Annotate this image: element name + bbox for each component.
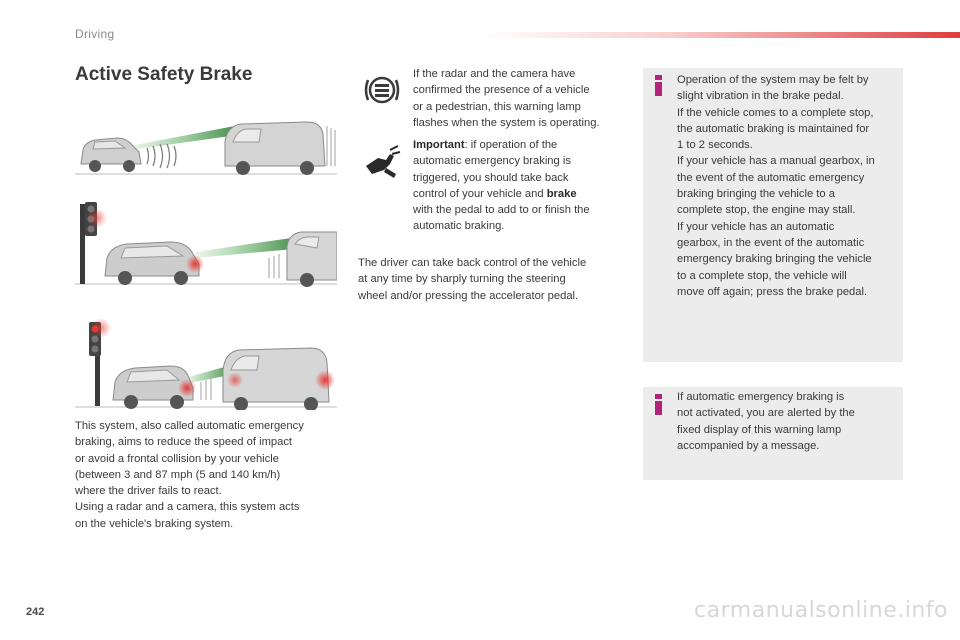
- illustration-radar-detection: [75, 112, 337, 180]
- text-line: where the driver fails to react.: [75, 485, 222, 498]
- text-line: move off again; press the brake pedal.: [677, 285, 868, 298]
- text-line: accompanied by a message.: [677, 439, 820, 452]
- info-box-operation: [643, 68, 903, 362]
- text-line: braking, aims to reduce the speed of impact: [75, 436, 293, 449]
- warning-lamp-description: [413, 66, 623, 131]
- brake-keyword: brake: [546, 187, 577, 200]
- info-icon: [655, 75, 663, 96]
- text-line: or a pedestrian, this warning lamp: [413, 100, 581, 113]
- important-note: [413, 137, 623, 235]
- text-line: on the vehicle's braking system.: [75, 517, 234, 530]
- text-line: Using a radar and a camera, this system acts: [75, 501, 300, 514]
- text-line: confirmed the presence of a vehicle: [413, 84, 590, 97]
- info-box-text: [677, 72, 899, 300]
- text-line: If the vehicle comes to a complete stop,: [677, 106, 874, 119]
- text-line: to a complete stop, the vehicle will: [677, 269, 847, 282]
- illustration-braking-traffic-light: [75, 196, 337, 288]
- illustration-complete-stop: [75, 318, 337, 410]
- text-line: automatic emergency braking is: [413, 155, 571, 168]
- section-label: Driving: [75, 27, 115, 41]
- text-line: [413, 137, 623, 153]
- intro-paragraph: [75, 418, 340, 532]
- text-fragment: : if operation of the: [464, 139, 558, 151]
- brake-warning-lamp-icon: [360, 68, 404, 112]
- text-line: automatic braking.: [413, 220, 505, 233]
- header-accent-bar: [480, 32, 960, 38]
- text-line: (between 3 and 87 mph (5 and 140 km/h): [75, 468, 281, 481]
- text-line: the automatic braking is maintained for: [677, 122, 870, 135]
- info-box-not-activated: [643, 387, 903, 480]
- text-line: If your vehicle has an automatic: [677, 220, 835, 233]
- text-line: [413, 186, 623, 202]
- text-line: wheel and/or pressing the accelerator pedal.: [358, 289, 579, 302]
- text-line: braking bringing the vehicle to a: [677, 188, 835, 201]
- info-box-text: [677, 389, 899, 454]
- text-line: triggered, you should take back: [413, 171, 569, 184]
- text-line: fixed display of this warning lamp: [677, 423, 842, 436]
- text-line: slight vibration in the brake pedal.: [677, 90, 844, 103]
- important-label: Important: [413, 139, 465, 151]
- driver-hand-icon: [360, 140, 404, 184]
- watermark: carmanualsonline.info: [694, 598, 948, 623]
- text-line: or avoid a frontal collision by your vehicle: [75, 452, 279, 465]
- text-line: Operation of the system may be felt by: [677, 74, 869, 86]
- text-line: at any time by sharply turning the steering: [358, 273, 566, 286]
- driver-control-paragraph: [358, 255, 620, 304]
- text-line: flashes when the system is operating.: [413, 116, 600, 129]
- page-number: 242: [26, 606, 45, 618]
- text-line: the event of the automatic emergency: [677, 171, 865, 184]
- text-line: If your vehicle has a manual gearbox, in: [677, 155, 875, 168]
- info-icon: [655, 394, 663, 415]
- text-line: not activated, you are alerted by the: [677, 407, 855, 420]
- text-line: This system, also called automatic emergency: [75, 420, 304, 432]
- text-line: emergency braking bringing the vehicle: [677, 253, 872, 266]
- page-title: Active Safety Brake: [75, 64, 253, 85]
- text-line: If automatic emergency braking is: [677, 391, 845, 403]
- text-line: The driver can take back control of the vehicle: [358, 257, 587, 269]
- text-fragment: control of your vehicle and: [413, 187, 547, 200]
- text-line: with the pedal to add to or finish the: [413, 204, 590, 217]
- text-line: If the radar and the camera have: [413, 68, 576, 80]
- text-line: gearbox, in the event of the automatic: [677, 236, 865, 249]
- text-line: 1 to 2 seconds.: [677, 139, 753, 152]
- text-line: complete stop, the engine may stall.: [677, 204, 856, 217]
